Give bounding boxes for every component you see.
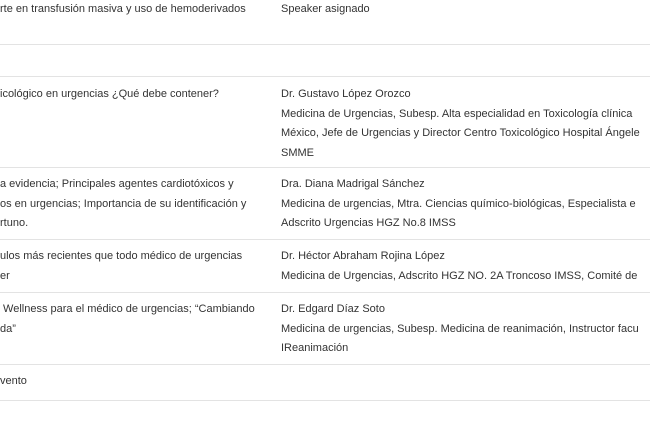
speaker-line: Adscrito Urgencias HGZ No.8 IMSS [281,217,456,229]
topic-line: da” [0,322,16,335]
speaker-cell [281,300,650,359]
speaker-cell [281,247,650,286]
speaker-name: Dr. Gustavo López Orozco [281,88,411,100]
topic-line: vento [0,375,27,387]
speaker-line: Medicina de urgencias, Mtra. Ciencias químico-biológicas, Especialista e [281,197,636,210]
topic-line: er [0,269,10,282]
topic-line: os en urgencias; Importancia de su identificación y [0,197,247,210]
speaker-name: Dr. Edgard Díaz Soto [281,303,385,315]
topic-line: ulos más recientes que todo médico de urgencias [0,250,243,262]
topic-line: icológico en urgencias ¿Qué debe contener? [0,88,219,100]
table-row [0,77,650,168]
speaker-line: IReanimación [281,342,349,354]
speaker-line: Medicina de Urgencias, Adscrito HGZ NO. 2A Troncoso IMSS, Comité de [281,269,638,282]
speaker-line: SMME [281,146,314,159]
speaker-cell [281,85,650,163]
speaker-line: Speaker asignado [281,3,370,15]
speaker-cell [281,0,650,20]
speaker-line: Medicina de Urgencias, Subesp. Alta especialidad en Toxicología clínica [281,107,633,120]
table-row [0,45,650,77]
speaker-name: Dr. Héctor Abraham Rojina López [281,250,445,262]
speaker-cell [281,175,650,234]
table-row [0,365,650,401]
topic-cell [0,372,270,392]
topic-cell [0,247,270,286]
speaker-line: Medicina de urgencias, Subesp. Medicina de reanimación, Instructor facu [281,322,639,335]
topic-cell [0,85,270,105]
table-row [0,0,650,45]
speaker-name: Dra. Diana Madrigal Sánchez [281,178,425,190]
topic-cell [0,175,270,234]
table-row [0,240,650,293]
topic-line: a evidencia; Principales agentes cardiotóxicos y [0,178,234,190]
speaker-line: México, Jefe de Urgencias y Director Centro Toxicológico Hospital Ángele [281,127,640,139]
table-row [0,168,650,240]
table-row [0,293,650,365]
topic-cell [0,0,270,20]
topic-line: rtuno. [0,217,29,229]
topic-line: Wellness para el médico de urgencias; “Cambiando [0,303,255,315]
topic-cell [0,300,270,339]
topic-line: rte en transfusión masiva y uso de hemoderivados [0,3,246,15]
